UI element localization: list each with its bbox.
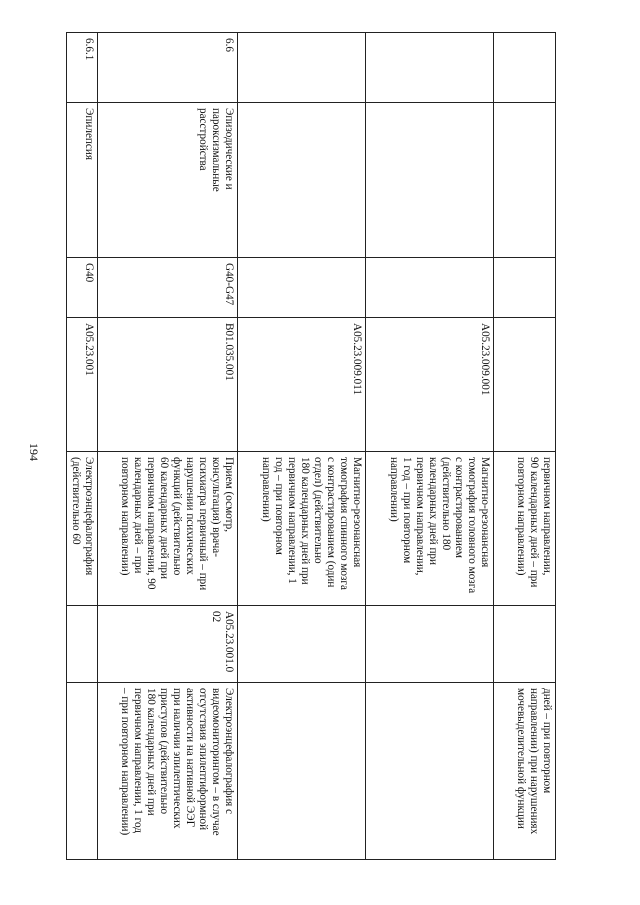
table-cell <box>238 683 366 860</box>
table-cell <box>67 683 98 860</box>
table-row <box>67 33 98 860</box>
table-cell <box>494 318 556 452</box>
table-cell: Прием (осмотр, консультация) врача- психиатра первичный – при нарушении психических функций (действительно 60 календарных дней при первичном направлении, 90 календарных дней – при повторном направлении) <box>98 452 238 606</box>
table-row <box>238 33 366 860</box>
table-row <box>366 33 494 860</box>
table-cell: Эпизодические и пароксизмальные расстройства <box>98 103 238 258</box>
table-row <box>494 33 556 860</box>
table-cell <box>366 103 494 258</box>
table-cell: G40 <box>67 258 98 318</box>
table-cell <box>238 606 366 683</box>
services-table <box>66 32 556 860</box>
table-cell <box>366 606 494 683</box>
table-row <box>98 33 238 860</box>
table-cell: дней – при повторном направлении) при нарушениях мочевыделительной функции <box>494 683 556 860</box>
table-cell: G40-G47 <box>98 258 238 318</box>
table-cell <box>238 258 366 318</box>
table-cell: A05.23.001 <box>67 318 98 452</box>
table-cell <box>366 33 494 103</box>
table-cell <box>494 606 556 683</box>
table-cell: A05.23.009.001 <box>366 318 494 452</box>
table-cell <box>494 258 556 318</box>
table-cell: Эпилепсия <box>67 103 98 258</box>
table-cell: A05.23.009.011 <box>238 318 366 452</box>
table-cell: первичном направлении, 90 календарных дней – при повторном направлении) <box>494 452 556 606</box>
table-cell: Магнитно-резонансная томография головного мозга с контрастированием (действительно 180 календарных дней при первичном направлении, 1 год – при повторном направлении) <box>366 452 494 606</box>
table-cell <box>238 103 366 258</box>
page-number: 194 <box>27 443 41 461</box>
table-cell <box>67 606 98 683</box>
table-cell <box>238 33 366 103</box>
table-cell: 6.6.1 <box>67 33 98 103</box>
table-cell: Электроэнцефалография с видеомониторингом – в случае отсутствия эпилептиформной активности на нативной ЭЭГ при наличии эпилептических приступов (действительно 180 календарных дней при первичном направлении, 1 год – при повторном направлении) <box>98 683 238 860</box>
table-cell: A05.23.001.002 <box>98 606 238 683</box>
table-cell: B01.035.001 <box>98 318 238 452</box>
table-cell <box>494 103 556 258</box>
table-cell <box>494 33 556 103</box>
rotated-table <box>67 32 556 859</box>
table-cell: Магнитно-резонансная томография спинного мозга с контрастированием (один отдел) (действительно 180 календарных дней при первичном направлении, 1 год – при повторном направлении) <box>238 452 366 606</box>
table-cell <box>366 258 494 318</box>
table-cell: Электроэнцефалография (действительно 60 <box>67 452 98 606</box>
table-cell <box>366 683 494 860</box>
table-cell: 6.6 <box>98 33 238 103</box>
